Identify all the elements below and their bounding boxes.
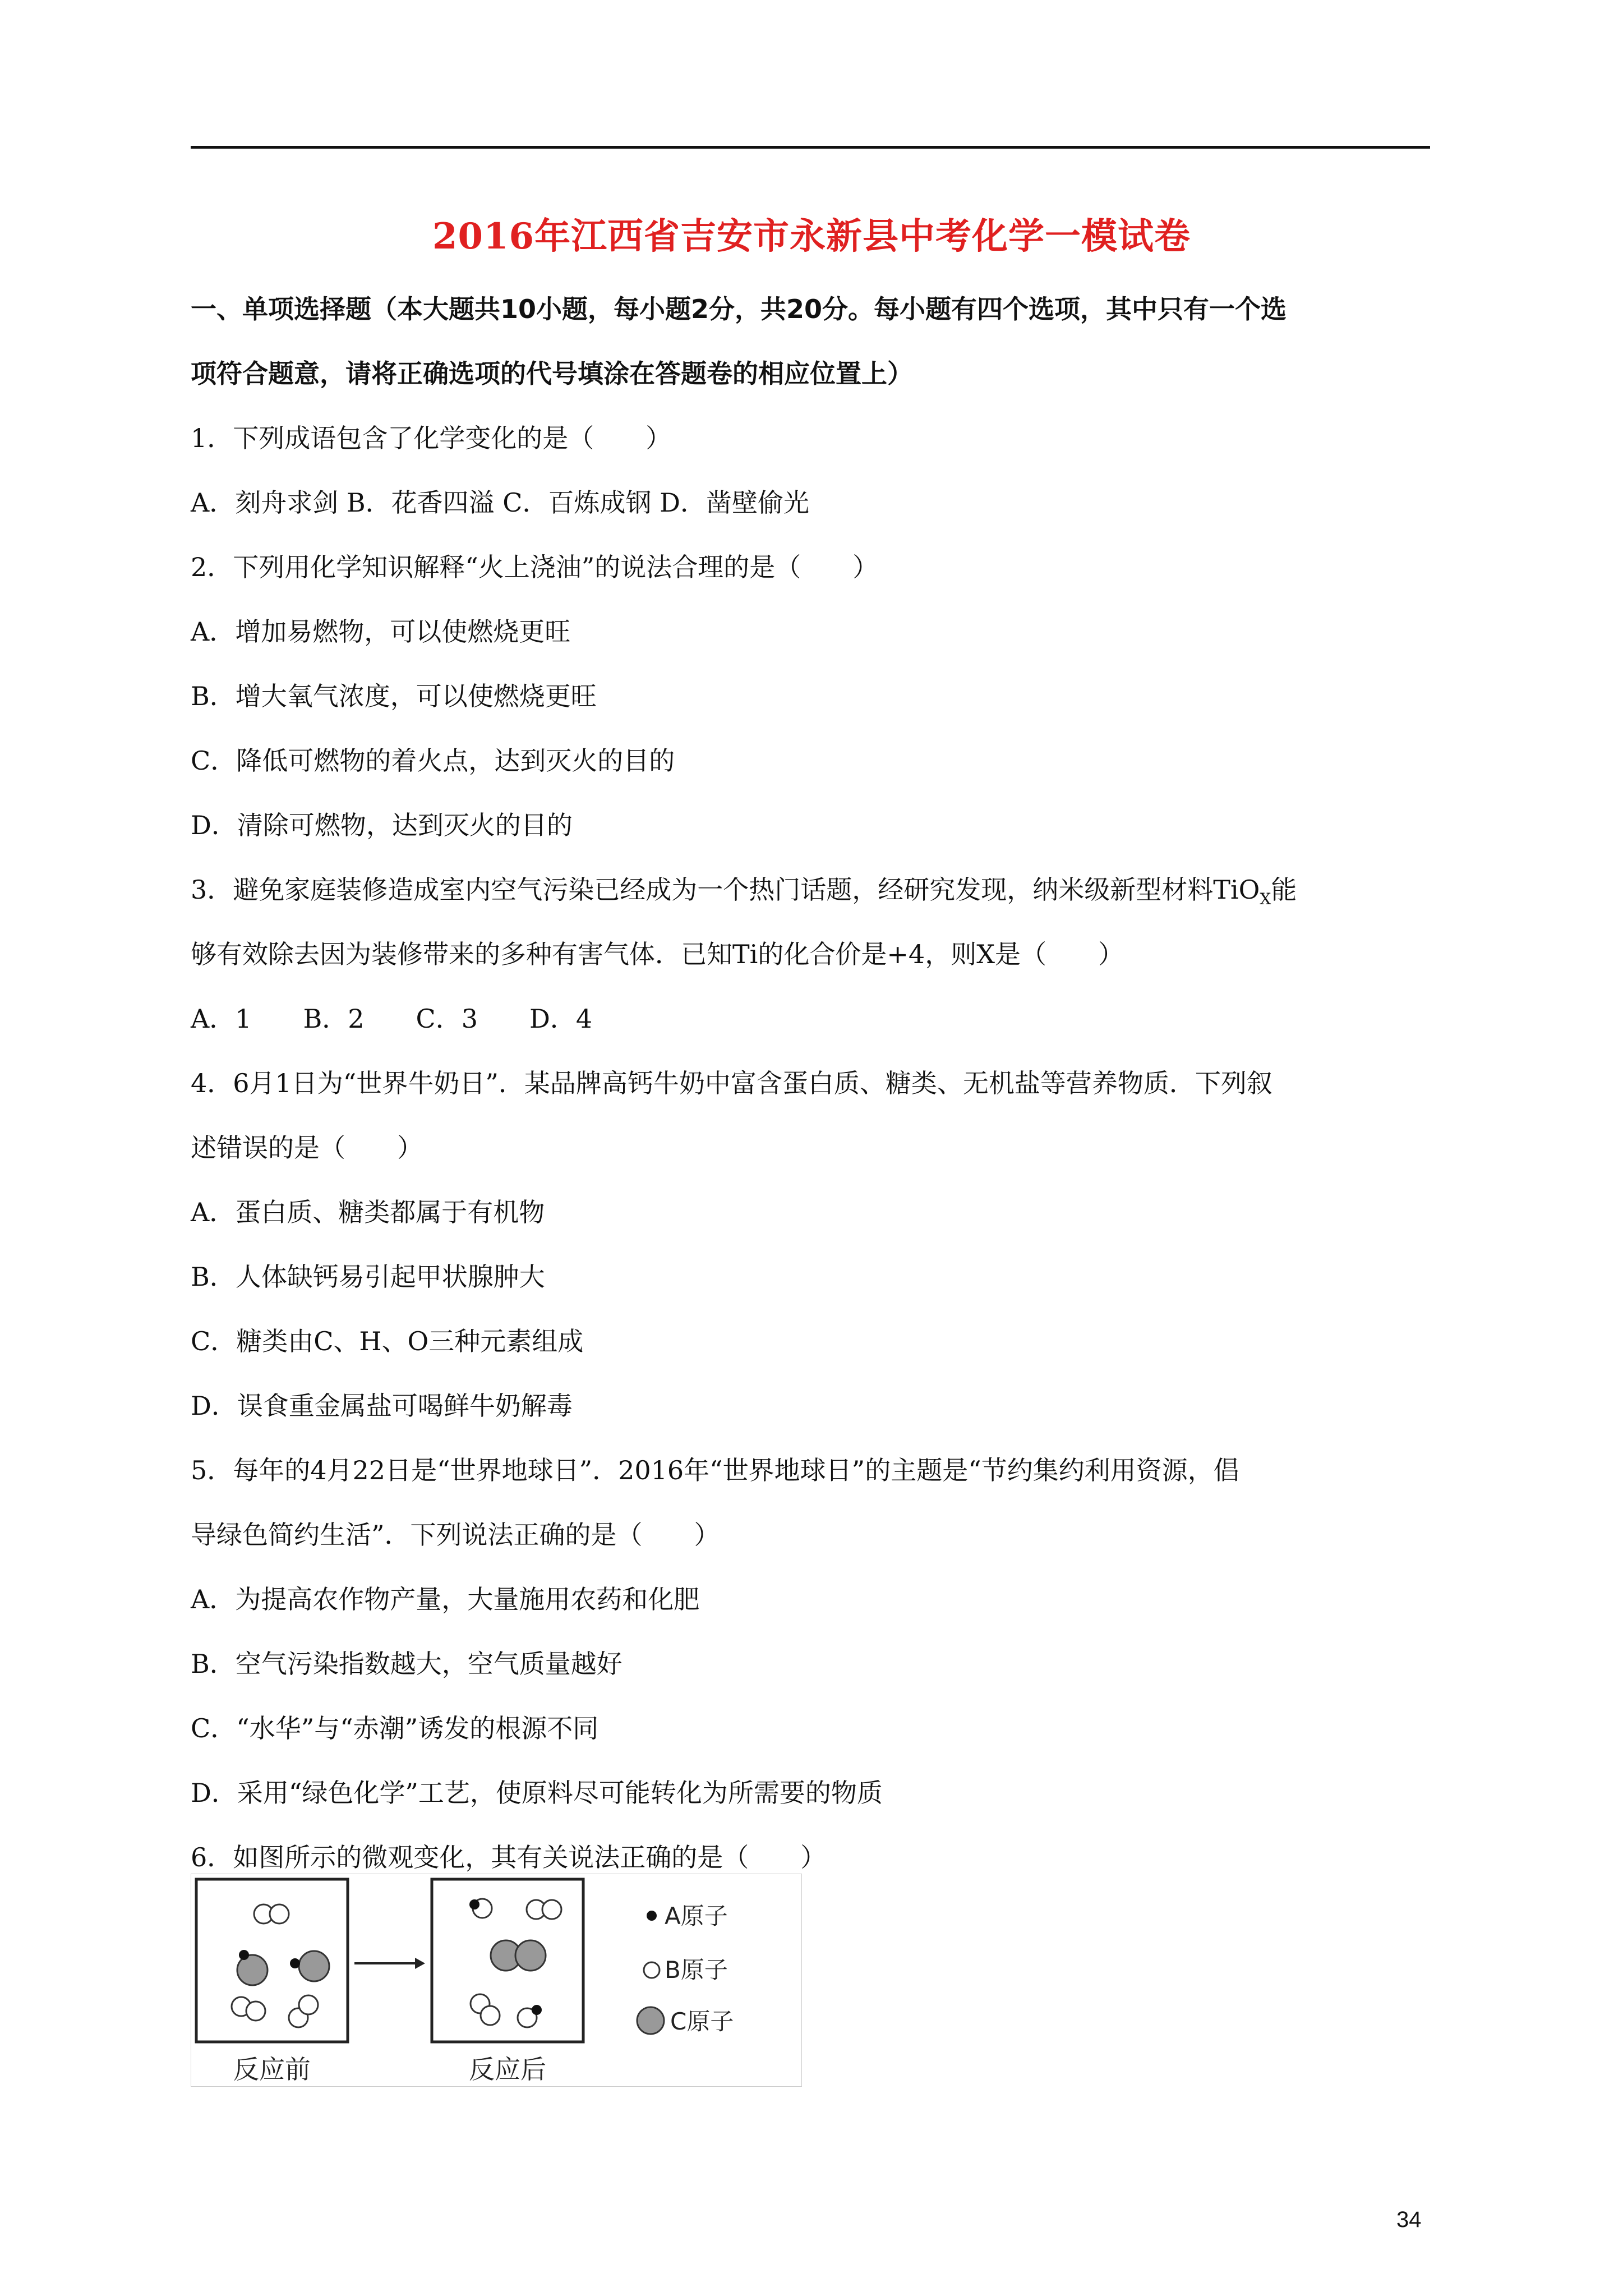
q5-option-a: A．为提高农作物产量，大量施用农药和化肥 [191, 1584, 700, 1614]
q4-option-d: D．误食重金属盐可喝鲜牛奶解毒 [191, 1391, 573, 1421]
a-atom [532, 2005, 542, 2015]
reaction-diagram [191, 1874, 802, 2087]
a-atom [239, 1950, 249, 1960]
q4-option-a: A．蛋白质、糖类都属于有机物 [191, 1197, 545, 1227]
a-atom [469, 1899, 479, 1910]
b-atom [246, 2001, 265, 2021]
q3-stem-line1: 3．避免家庭装修造成室内空气污染已经成为一个热门话题，经研究发现，纳米级新型材料TiO$_X$能 [191, 875, 1297, 909]
q6-stem: 6．如图所示的微观变化，其有关说法正确的是（ ） [191, 1842, 827, 1872]
legend-c-icon [637, 2007, 664, 2034]
legend-a-icon [647, 1911, 657, 1921]
c-atom [515, 1940, 546, 1971]
c-atom [299, 1951, 329, 1981]
q4-stem-line2: 述错误的是（ ） [191, 1133, 423, 1163]
b-atom [299, 1995, 318, 2014]
q2-option-a: A．增加易燃物，可以使燃烧更旺 [191, 616, 571, 647]
q5-option-b: B．空气污染指数越大，空气质量越好 [191, 1649, 623, 1679]
section-heading-line1: 一、单项选择题（本大题共10小题，每小题2分，共20分。每小题有四个选项，其中只有一个选 [191, 294, 1287, 324]
b-atom [270, 1904, 289, 1924]
q4-option-c: C．糖类由C、H、O三种元素组成 [191, 1326, 584, 1356]
q3-options: A．1 B．2 C．3 D．4 [191, 1004, 593, 1034]
legend-a-label: A原子 [665, 1902, 728, 1930]
q1-stem: 1．下列成语包含了化学变化的是（ ） [191, 423, 672, 453]
a-atom [290, 1958, 300, 1968]
b-atom [481, 2006, 500, 2025]
section-heading-line2: 项符合题意，请将正确选项的代号填涂在答题卷的相应位置上） [191, 358, 913, 389]
header-rule [191, 146, 1430, 149]
legend-c-label: C原子 [670, 2008, 734, 2035]
q2-option-d: D．清除可燃物，达到灭火的目的 [191, 810, 573, 840]
q1-options: A．刻舟求剑 B．花香四溢 C．百炼成钢 D．凿壁偷光 [191, 487, 809, 518]
q2-option-b: B．增大氧气浓度，可以使燃烧更旺 [191, 681, 597, 711]
q4-stem-line1: 4．6月1日为“世界牛奶日”．某品牌高钙牛奶中富含蛋白质、糖类、无机盐等营养物质．下列叙 [191, 1068, 1272, 1098]
q5-option-d: D．采用“绿色化学”工艺，使原料尽可能转化为所需要的物质 [191, 1778, 883, 1808]
b-atom [542, 1900, 561, 1919]
legend-b-icon [644, 1962, 660, 1978]
q3-stem-line2: 够有效除去因为装修带来的多种有害气体．已知Ti的化合价是+4，则X是（ ） [191, 939, 1124, 969]
q2-option-c: C．降低可燃物的着火点，达到灭火的目的 [191, 746, 675, 776]
after-label: 反应后 [469, 2054, 546, 2085]
q5-stem-line2: 导绿色简约生活”．下列说法正确的是（ ） [191, 1520, 720, 1550]
legend-b-label: B原子 [665, 1956, 728, 1984]
q5-option-c: C．“水华”与“赤潮”诱发的根源不同 [191, 1713, 599, 1743]
page-title: 2016年江西省吉安市永新县中考化学一模试卷 [432, 215, 1191, 257]
before-label: 反应前 [233, 2054, 311, 2085]
page-number: 34 [1396, 2207, 1422, 2232]
q4-option-b: B．人体缺钙易引起甲状腺肿大 [191, 1262, 545, 1292]
q2-stem: 2．下列用化学知识解释“火上浇油”的说法合理的是（ ） [191, 552, 879, 582]
q5-stem-line1: 5．每年的4月22日是“世界地球日”．2016年“世界地球日”的主题是“节约集约利用资源，倡 [191, 1455, 1239, 1485]
